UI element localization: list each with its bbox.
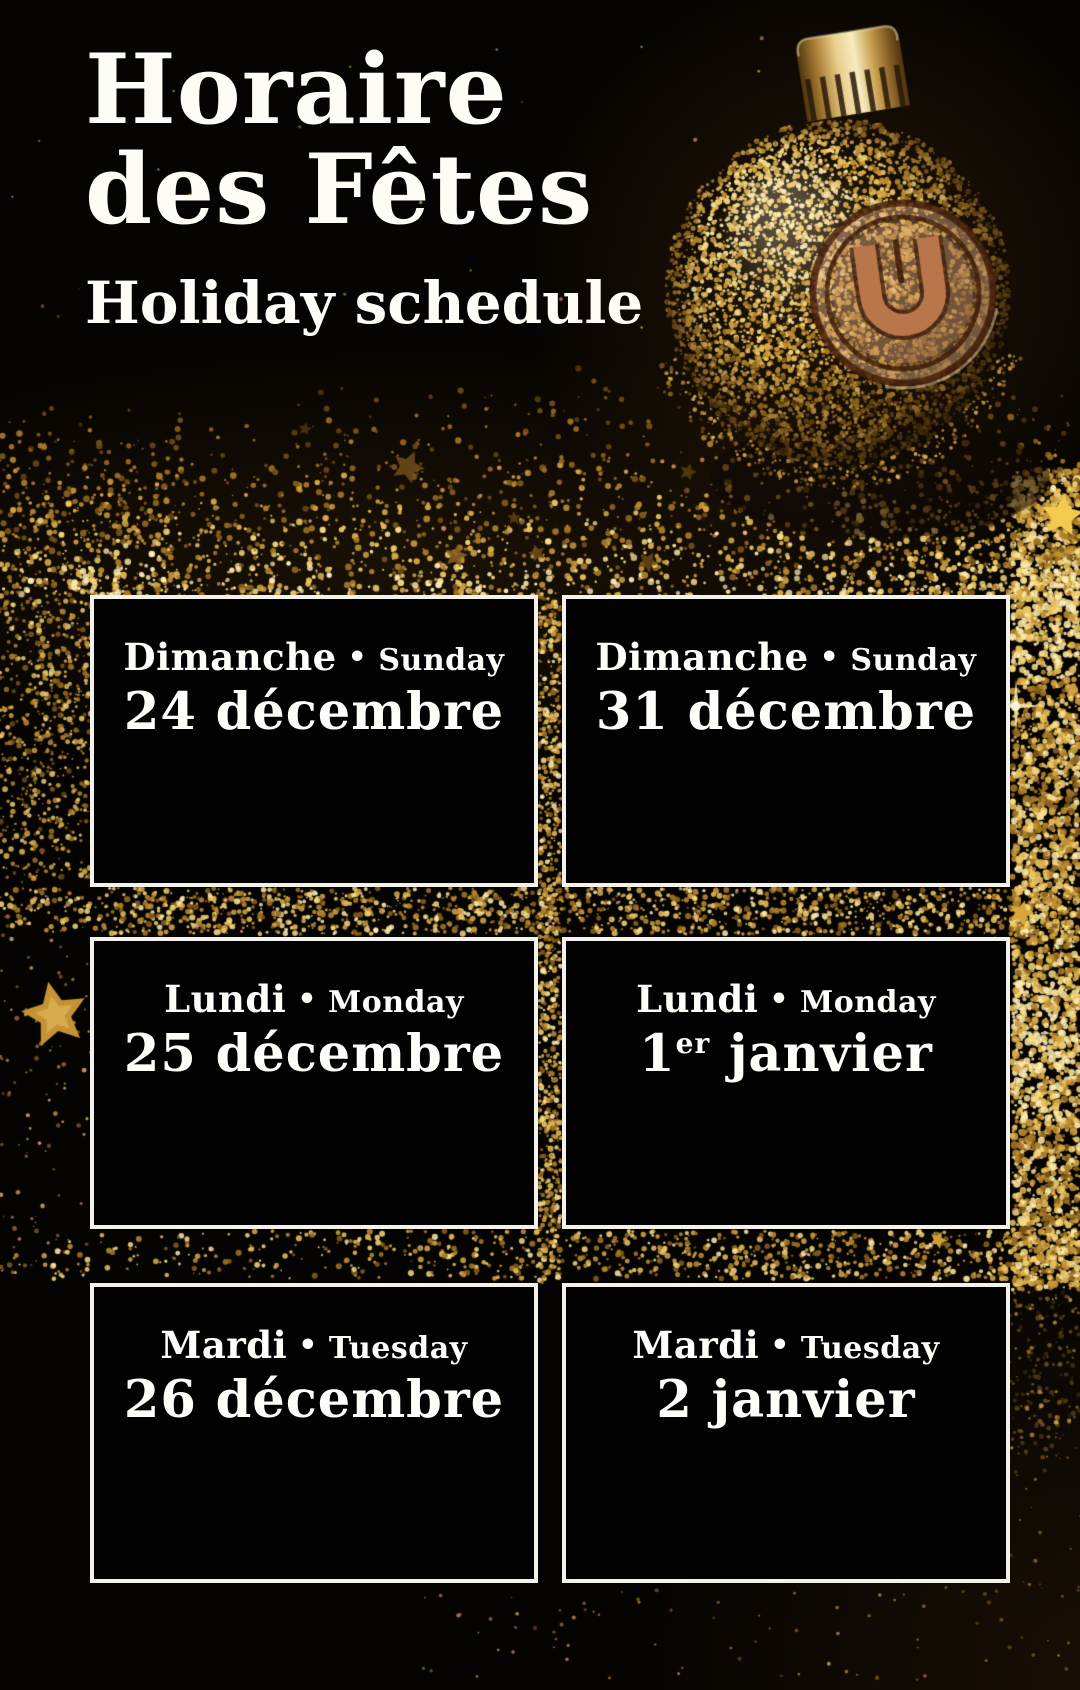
- date-number: 2: [656, 1370, 693, 1430]
- day-fr: Lundi: [636, 977, 759, 1021]
- page-title-fr-line2: des Fêtes: [85, 133, 594, 246]
- day-fr: Mardi: [632, 1323, 760, 1367]
- date-ordinal: er: [675, 1027, 711, 1060]
- schedule-cell: [562, 937, 1010, 1229]
- date-month: décembre: [196, 682, 505, 742]
- cell-day-line: [94, 635, 534, 679]
- day-en: Sunday: [850, 643, 977, 678]
- schedule-cell: [562, 1283, 1010, 1583]
- bullet-separator: •: [347, 640, 368, 675]
- bullet-separator: •: [297, 982, 318, 1017]
- day-fr: Lundi: [164, 977, 287, 1021]
- bullet-separator: •: [819, 640, 840, 675]
- cell-date: [94, 682, 534, 742]
- day-en: Monday: [800, 985, 936, 1020]
- day-en: Sunday: [378, 643, 505, 678]
- cell-day-line: [566, 977, 1006, 1021]
- bullet-separator: •: [770, 1328, 790, 1363]
- date-month: décembre: [668, 682, 977, 742]
- cell-day-line: [566, 1323, 1006, 1367]
- day-fr: Mardi: [160, 1323, 288, 1367]
- date-number: 24: [123, 682, 197, 742]
- cell-date: [94, 1370, 534, 1430]
- day-en: Tuesday: [800, 1331, 940, 1366]
- day-fr: Dimanche: [595, 635, 809, 679]
- date-month: janvier: [692, 1370, 916, 1430]
- bullet-separator: •: [298, 1328, 318, 1363]
- cell-date: [566, 1370, 1006, 1430]
- cell-day-line: [94, 977, 534, 1021]
- day-fr: Dimanche: [123, 635, 337, 679]
- schedule-cell: [562, 595, 1010, 887]
- cell-date: [566, 1024, 1006, 1084]
- date-number: 25: [123, 1024, 197, 1084]
- schedule-cell: [90, 1283, 538, 1583]
- date-month: décembre: [196, 1370, 505, 1430]
- schedule-cell: [90, 937, 538, 1229]
- date-number: 1: [639, 1024, 676, 1084]
- cell-date: [566, 682, 1006, 742]
- cell-day-line: [94, 1323, 534, 1367]
- date-number: 31: [595, 682, 669, 742]
- day-en: Monday: [328, 985, 464, 1020]
- cell-day-line: [566, 635, 1006, 679]
- date-number: 26: [123, 1370, 197, 1430]
- date-month: décembre: [196, 1024, 505, 1084]
- day-en: Tuesday: [328, 1331, 468, 1366]
- page-title-fr-line1: Horaire: [85, 33, 508, 146]
- bullet-separator: •: [769, 982, 790, 1017]
- date-month: janvier: [710, 1024, 933, 1084]
- schedule-cell: [90, 595, 538, 887]
- cell-date: [94, 1024, 534, 1084]
- page-title-en: Holiday schedule: [85, 269, 644, 337]
